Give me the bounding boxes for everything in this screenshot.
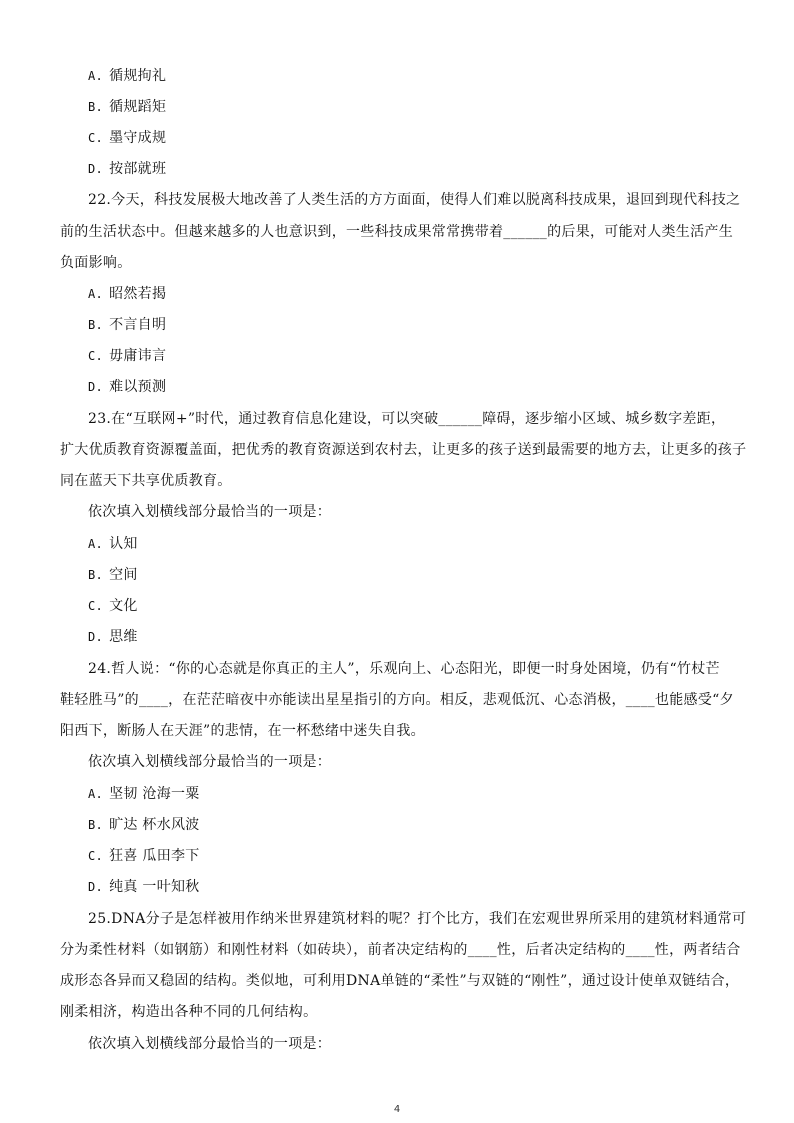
q22-stem-line: 负面影响。 [60,255,132,271]
q25-prompt: 依次填入划横线部分最恰当的一项是： [88,1036,332,1052]
q24-stem-line: 鞋轻胜马”的____，在茫茫暗夜中亦能读出星星指引的方向。相反，悲观低沉、心态消极，____也能感受“夕 [60,692,734,708]
q23-prompt: 依次填入划横线部分最恰当的一项是： [88,504,332,520]
q25-stem-line: 刚柔相济，构造出各种不同的几何结构。 [60,1004,318,1020]
q23-option-b: B. 空间 [88,567,138,583]
q23-stem-line: 23.在“互联网+”时代，通过教育信息化建设，可以突破______障碍，逐步缩小区域、城乡数字差距， [88,411,726,427]
q22-option-a: A. 昭然若揭 [88,286,167,302]
q21-option-d: D. 按部就班 [88,161,167,177]
q23-option-c: C. 文化 [88,598,138,614]
q24-option-d: D. 纯真 一叶知秋 [88,879,200,895]
q24-stem-line: 阳西下，断肠人在天涯”的悲情，在一杯愁绪中迷失自我。 [60,723,425,739]
q23-option-d: D. 思维 [88,629,138,645]
page-number: 4 [393,1104,401,1115]
q23-stem-line: 同在蓝天下共享优质教育。 [60,473,232,489]
q21-option-b: B. 循规蹈矩 [88,99,167,115]
q21-option-a: A. 循规拘礼 [88,68,167,84]
q23-option-a: A. 认知 [88,536,138,552]
q25-stem-line: 25.DNA分子是怎样被用作纳米世界建筑材料的呢？打个比方，我们在宏观世界所采用的建筑材料通常可 [88,911,747,927]
q22-option-b: B. 不言自明 [88,317,167,333]
q22-option-c: C. 毋庸讳言 [88,348,167,364]
q24-prompt: 依次填入划横线部分最恰当的一项是： [88,754,332,770]
q22-stem-line: 前的生活状态中。但越来越多的人也意识到，一些科技成果常常携带着______的后果，可能对人类生活产生 [60,224,733,240]
q24-stem-line: 24.哲人说：“你的心态就是你真正的主人”，乐观向上、心态阳光，即便一时身处困境，仍有“竹杖芒 [88,661,720,677]
q25-stem-line: 成形态各异而又稳固的结构。类似地，可利用DNA单链的“柔性”与双链的“刚性”，通过设计使单双链结合， [60,973,740,989]
q22-stem-line: 22.今天，科技发展极大地改善了人类生活的方方面面，使得人们难以脱离科技成果，退回到现代科技之 [88,192,741,208]
q22-option-d: D. 难以预测 [88,379,167,395]
q25-stem-line: 分为柔性材料（如钢筋）和刚性材料（如砖块），前者决定结构的____性，后者决定结构的____性，两者结合 [60,942,741,958]
q24-option-b: B. 旷达 杯水风波 [88,817,200,833]
q24-option-a: A. 坚韧 沧海一粟 [88,786,200,802]
q23-stem-line: 扩大优质教育资源覆盖面，把优秀的教育资源送到农村去，让更多的孩子送到最需要的地方去，让更多的孩子 [60,442,747,458]
q21-option-c: C. 墨守成规 [88,130,167,146]
q24-option-c: C. 狂喜 瓜田李下 [88,848,200,864]
